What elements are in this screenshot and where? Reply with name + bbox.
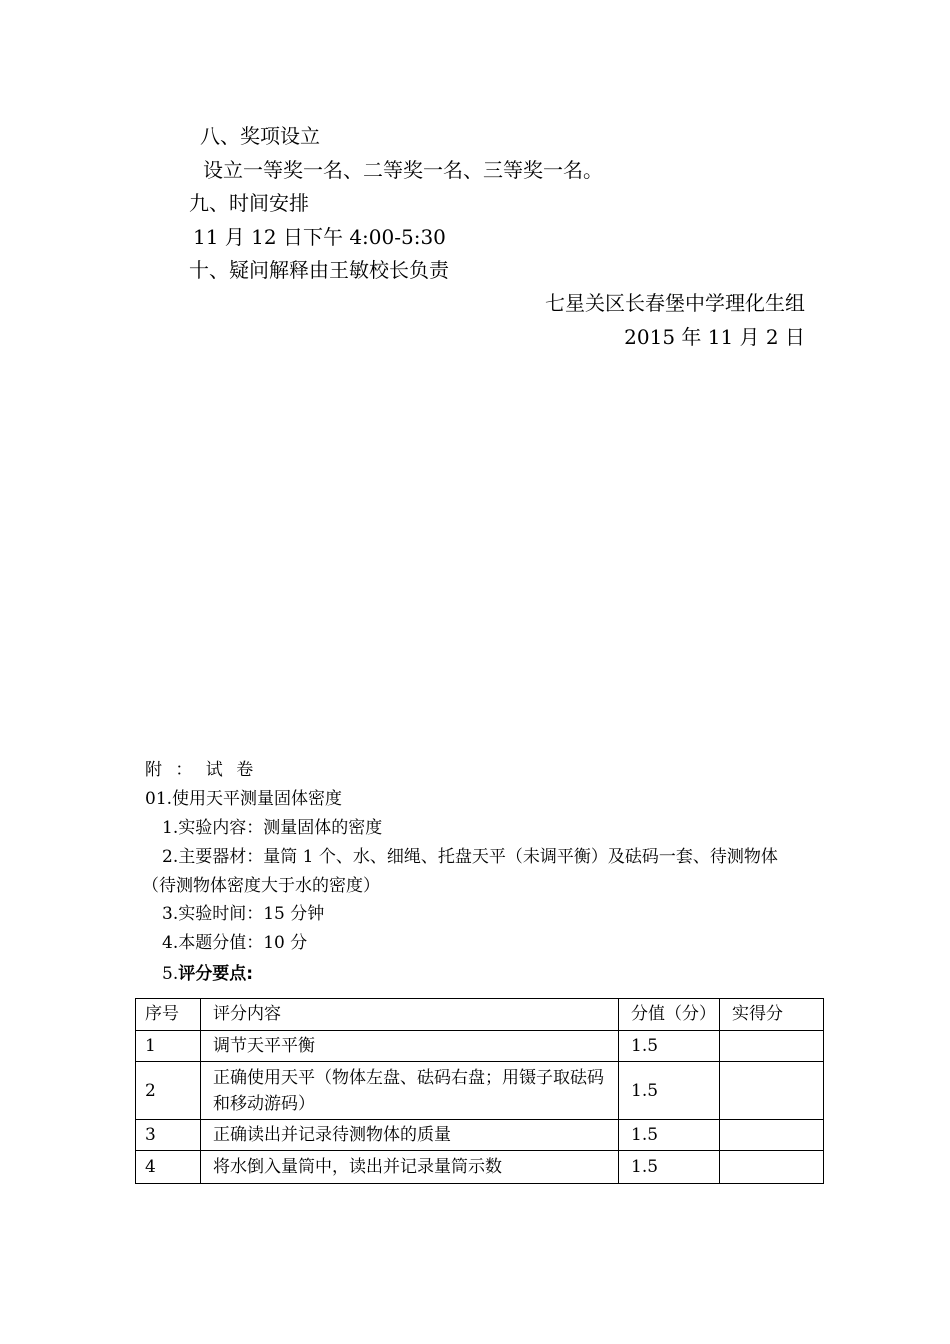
- item-2-line-1: 2.主要器材：量筒 1 个、水、细绳、托盘天平（未调平衡）及砝码一套、待测物体: [162, 847, 778, 867]
- row-obtained: [720, 1120, 824, 1151]
- item-2-line-2: （待测物体密度大于水的密度）: [142, 876, 380, 896]
- row-score: 1.5: [619, 1062, 720, 1120]
- table-row: [136, 1151, 824, 1184]
- item-3: 3.实验时间：15 分钟: [162, 904, 325, 924]
- header-obtained: 实得分: [720, 999, 824, 1031]
- item-5: [162, 966, 253, 983]
- row-number: 4: [136, 1151, 201, 1184]
- appendix-heading: 附 ： 试 卷: [145, 760, 258, 780]
- row-number: 3: [136, 1120, 201, 1151]
- row-content: 正确使用天平（物体左盘、砝码右盘；用镊子取砝码和移动游码）: [201, 1062, 619, 1120]
- section-9-body: 11 月 12 日下午 4:00-5:30: [193, 225, 446, 249]
- header-content: 评分内容: [201, 999, 619, 1031]
- row-obtained: [720, 1031, 824, 1062]
- header-score: 分值（分）: [619, 999, 720, 1031]
- item-5-number: 5.: [162, 964, 179, 984]
- row-content: 将水倒入量筒中，读出并记录量筒示数: [201, 1151, 619, 1184]
- organization-signature: 七星关区长春堡中学理化生组: [545, 291, 805, 315]
- scoring-table: [135, 998, 824, 1184]
- row-score: 1.5: [619, 1031, 720, 1062]
- table-header-row: [136, 999, 824, 1031]
- row-score: 1.5: [619, 1120, 720, 1151]
- row-content: 调节天平平衡: [201, 1031, 619, 1062]
- section-9-heading: 九、时间安排: [189, 191, 309, 215]
- exam-title: 01.使用天平测量固体密度: [145, 789, 343, 809]
- item-1: 1.实验内容：测量固体的密度: [162, 818, 383, 838]
- header-number: 序号: [136, 999, 201, 1031]
- section-10-heading: 十、疑问解释由王敏校长负责: [189, 258, 449, 282]
- row-number: 1: [136, 1031, 201, 1062]
- section-8-body: 设立一等奖一名、二等奖一名、三等奖一名。: [203, 158, 603, 182]
- item-5-label: 评分要点:: [178, 964, 254, 984]
- row-obtained: [720, 1062, 824, 1120]
- row-score: 1.5: [619, 1151, 720, 1184]
- row-obtained: [720, 1151, 824, 1184]
- section-8-heading: 八、奖项设立: [200, 124, 320, 148]
- signature-date: 2015 年 11 月 2 日: [624, 325, 805, 349]
- table-row: [136, 1031, 824, 1062]
- item-4: 4.本题分值：10 分: [162, 933, 308, 953]
- table-row: [136, 1120, 824, 1151]
- row-content: 正确读出并记录待测物体的质量: [201, 1120, 619, 1151]
- table-row: [136, 1062, 824, 1120]
- row-number: 2: [136, 1062, 201, 1120]
